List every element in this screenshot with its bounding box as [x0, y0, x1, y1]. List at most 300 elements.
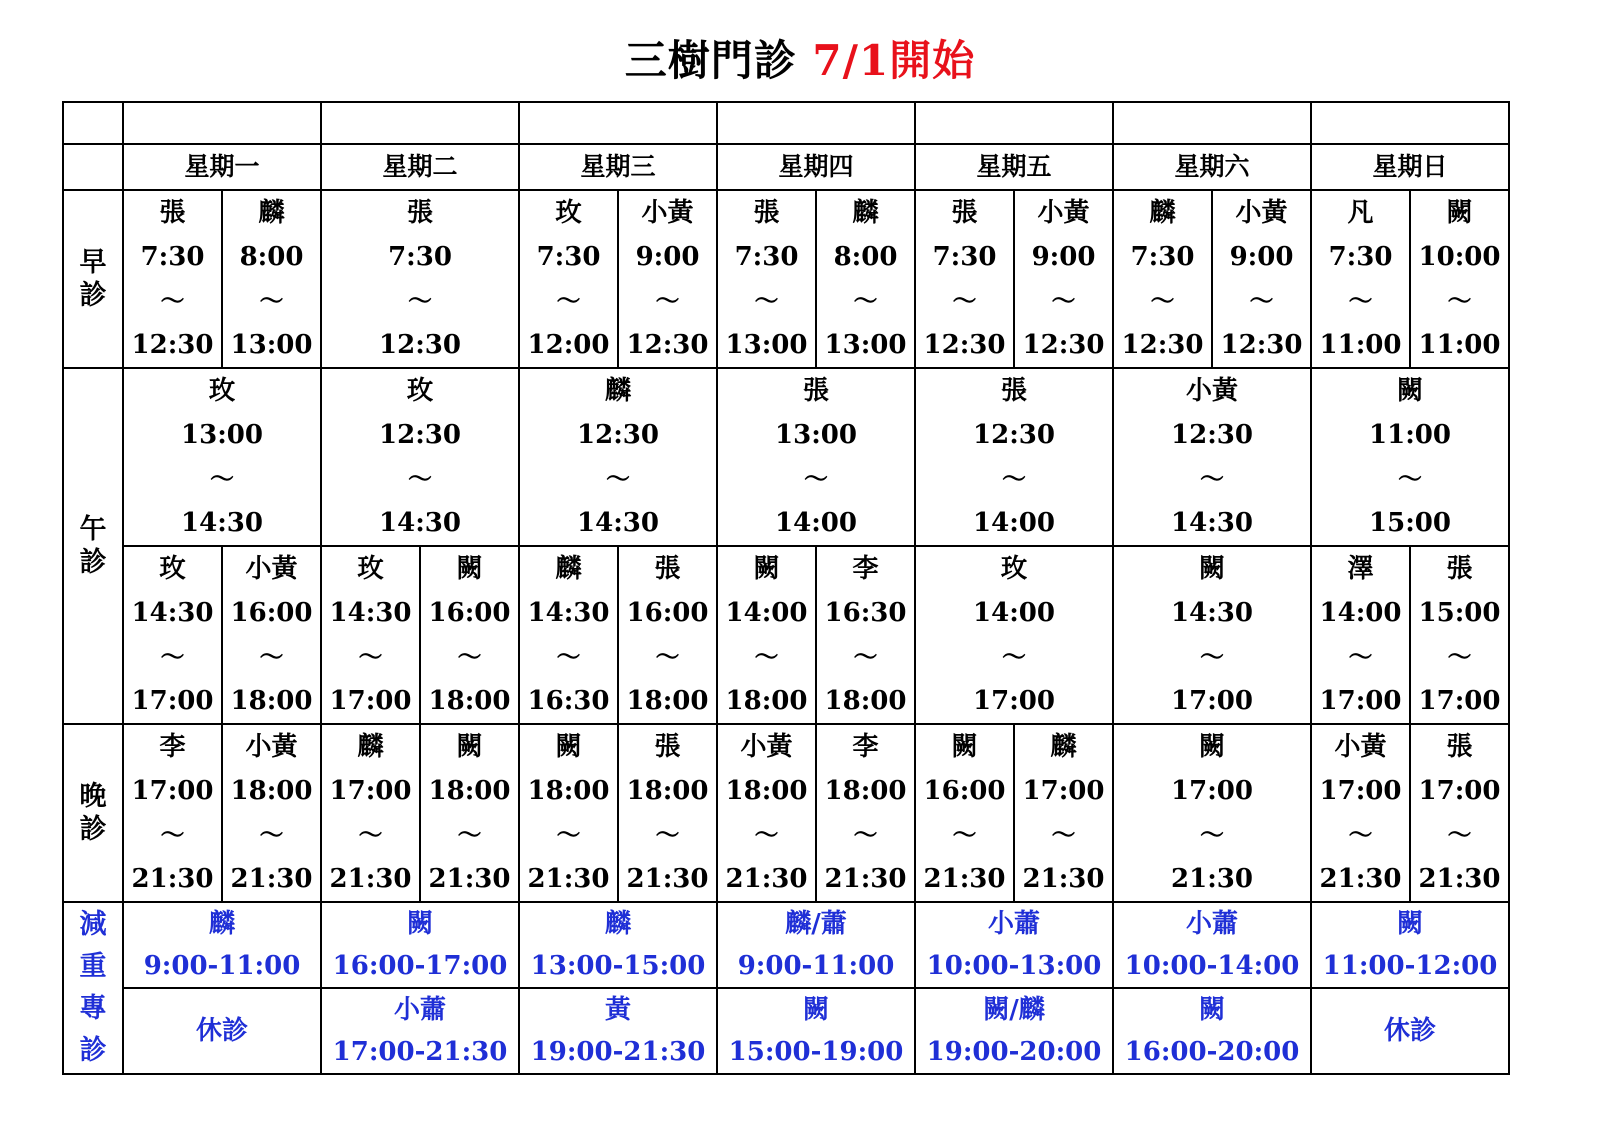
time-range: 19:00-20:00 [926, 1037, 1102, 1067]
end-time: 21:30 [428, 864, 511, 894]
morning-cell [1014, 190, 1113, 368]
doctor-name: 小蕭 [1185, 909, 1238, 939]
doctor-name: 張 [159, 198, 186, 228]
weight-clinic-cell [1113, 988, 1311, 1074]
start-time: 9:00 [1229, 242, 1294, 272]
tilde-separator: ～ [754, 642, 779, 671]
end-time: 12:30 [1022, 330, 1105, 360]
morning-cell [1311, 190, 1410, 368]
doctor-name: 小黃 [245, 554, 298, 584]
doctor-name: 張 [951, 198, 978, 228]
tilde-separator: ～ [210, 464, 234, 493]
end-time: 21:30 [626, 864, 709, 894]
morning-cell [222, 190, 321, 368]
end-time: 17:00 [1171, 686, 1253, 716]
day-header: 星期三 [519, 144, 717, 190]
doctor-name: 玫 [555, 198, 582, 228]
tilde-separator: ～ [358, 820, 383, 849]
tilde-separator: ～ [259, 642, 284, 671]
end-time: 21:30 [725, 864, 808, 894]
weight-clinic-cell [1311, 902, 1509, 988]
start-time: 13:00 [775, 420, 857, 450]
doctor-name: 闕 [456, 554, 483, 584]
start-time: 18:00 [824, 776, 907, 806]
start-time: 8:00 [239, 242, 304, 272]
start-time: 12:30 [1171, 420, 1253, 450]
day-header: 星期一 [123, 144, 321, 190]
start-time: 7:30 [140, 242, 205, 272]
start-time: 9:00 [635, 242, 700, 272]
start-time: 10:00 [1418, 242, 1501, 272]
doctor-name: 麟 [604, 909, 631, 939]
tilde-separator: ～ [408, 464, 432, 493]
doctor-name: 小黃 [1334, 732, 1387, 762]
tilde-separator: ～ [655, 286, 680, 315]
start-time: 7:30 [388, 242, 452, 272]
time-range: 9:00-11:00 [737, 951, 895, 981]
morning-cell [123, 190, 222, 368]
doctor-name: 玫 [1000, 554, 1027, 584]
afternoon-cell [1410, 546, 1509, 724]
doctor-name: 張 [654, 554, 681, 584]
tilde-separator: ～ [160, 820, 185, 849]
evening-cell [222, 724, 321, 902]
tilde-separator: ～ [408, 286, 432, 315]
start-time: 12:30 [379, 420, 461, 450]
evening-cell [1014, 724, 1113, 902]
end-time: 14:00 [973, 508, 1055, 538]
tilde-separator: ～ [655, 642, 680, 671]
doctor-name: 張 [1446, 732, 1473, 762]
morning-cell [618, 190, 717, 368]
end-time: 17:00 [131, 686, 214, 716]
end-time: 15:00 [1369, 508, 1451, 538]
start-time: 12:30 [973, 420, 1055, 450]
end-time: 12:30 [626, 330, 709, 360]
evening-cell [1311, 724, 1410, 902]
afternoon-cell [717, 368, 915, 546]
title-start-date: 7/1開始 [812, 36, 976, 85]
start-time: 7:30 [1328, 242, 1393, 272]
afternoon-cell [816, 546, 915, 724]
start-time: 7:30 [932, 242, 997, 272]
start-time: 17:00 [1418, 776, 1501, 806]
morning-cell [717, 190, 816, 368]
start-time: 17:00 [1022, 776, 1105, 806]
period-char: 專 [79, 993, 107, 1024]
tilde-separator: ～ [1348, 642, 1373, 671]
doctor-name: 玫 [406, 376, 433, 406]
tilde-separator: ～ [1051, 820, 1076, 849]
afternoon-cell [519, 368, 717, 546]
page-title [0, 30, 1600, 92]
doctor-name: 小黃 [740, 732, 793, 762]
weight-clinic-cell [1113, 902, 1311, 988]
doctor-name: 小黃 [245, 732, 298, 762]
doctor-name: 闕 [456, 732, 483, 762]
evening-cell [420, 724, 519, 902]
doctor-name: 麟 [357, 732, 384, 762]
start-time: 9:00 [1031, 242, 1096, 272]
doctor-name: 張 [1000, 376, 1027, 406]
morning-row [63, 190, 1509, 368]
evening-cell [1410, 724, 1509, 902]
doctor-name: 澤 [1347, 554, 1374, 584]
end-time: 11:00 [1319, 330, 1402, 360]
tilde-separator: ～ [952, 820, 977, 849]
afternoon-cell [717, 546, 816, 724]
end-time: 13:00 [824, 330, 907, 360]
doctor-name: 闕 [753, 554, 780, 584]
time-range: 11:00-12:00 [1322, 951, 1498, 981]
doctor-name: 小黃 [1037, 198, 1090, 228]
afternoon-cell [321, 368, 519, 546]
evening-cell [717, 724, 816, 902]
end-time: 21:30 [527, 864, 610, 894]
doctor-name: 玫 [357, 554, 384, 584]
period-label-evening [63, 724, 123, 902]
period-char: 重 [79, 951, 107, 982]
evening-cell [519, 724, 618, 902]
tilde-separator: ～ [457, 820, 482, 849]
start-time: 18:00 [230, 776, 313, 806]
tilde-separator: ～ [1051, 286, 1076, 315]
evening-cell [618, 724, 717, 902]
end-time: 14:30 [181, 508, 263, 538]
afternoon-cell [321, 546, 420, 724]
end-time: 16:30 [527, 686, 610, 716]
end-time: 12:30 [131, 330, 214, 360]
end-time: 12:30 [923, 330, 1006, 360]
end-time: 11:00 [1418, 330, 1501, 360]
doctor-name: 張 [654, 732, 681, 762]
tilde-separator: ～ [1348, 286, 1373, 315]
afternoon-cell [123, 368, 321, 546]
end-time: 18:00 [725, 686, 808, 716]
doctor-name: 闕 [1198, 995, 1225, 1025]
end-time: 21:30 [1319, 864, 1402, 894]
tilde-separator: ～ [606, 464, 630, 493]
tilde-separator: ～ [160, 286, 185, 315]
tilde-separator: ～ [754, 286, 779, 315]
tilde-separator: ～ [754, 820, 779, 849]
tilde-separator: ～ [1348, 820, 1373, 849]
time-range: 13:00-15:00 [530, 951, 706, 981]
doctor-name: 麟 [852, 198, 879, 228]
end-time: 13:00 [230, 330, 313, 360]
end-time: 12:30 [1121, 330, 1204, 360]
tilde-separator: ～ [655, 820, 680, 849]
afternoon-cell [222, 546, 321, 724]
weight-clinic-cell [915, 902, 1113, 988]
doctor-name: 闕 [1446, 198, 1473, 228]
end-time: 21:30 [923, 864, 1006, 894]
doctor-name: 休診 [195, 1016, 248, 1046]
period-label-weight-clinic [63, 902, 123, 1074]
start-time: 8:00 [833, 242, 898, 272]
start-time: 14:00 [1319, 598, 1402, 628]
time-range: 15:00-19:00 [728, 1037, 904, 1067]
doctor-name: 闕 [1396, 909, 1423, 939]
doctor-name: 麟 [1149, 198, 1176, 228]
end-time: 12:30 [379, 330, 461, 360]
tilde-separator: ～ [804, 464, 828, 493]
afternoon-row-2 [63, 546, 1509, 724]
weight-clinic-row-2 [63, 988, 1509, 1074]
afternoon-cell [618, 546, 717, 724]
time-range: 16:00-20:00 [1124, 1037, 1300, 1067]
tilde-separator: ～ [1447, 286, 1472, 315]
doctor-name: 小黃 [1185, 376, 1238, 406]
afternoon-cell [519, 546, 618, 724]
start-time: 14:00 [725, 598, 808, 628]
time-range: 19:00-21:30 [530, 1037, 706, 1067]
afternoon-cell [1113, 546, 1311, 724]
doctor-name: 張 [1446, 554, 1473, 584]
start-time: 7:30 [734, 242, 799, 272]
end-time: 21:30 [1022, 864, 1105, 894]
period-char: 診 [79, 280, 107, 311]
day-header: 星期二 [321, 144, 519, 190]
doctor-name: 闕 [951, 732, 978, 762]
doctor-name: 闕 [1198, 554, 1225, 584]
blank-cell [321, 102, 519, 144]
start-time: 14:30 [131, 598, 214, 628]
tilde-separator: ～ [556, 642, 581, 671]
afternoon-cell [1113, 368, 1311, 546]
doctor-name: 李 [852, 554, 879, 584]
weight-clinic-cell [123, 902, 321, 988]
afternoon-row-1 [63, 368, 1509, 546]
end-time: 14:30 [1171, 508, 1253, 538]
day-header: 星期日 [1311, 144, 1509, 190]
doctor-name: 麟 [258, 198, 285, 228]
end-time: 21:30 [230, 864, 313, 894]
evening-row [63, 724, 1509, 902]
day-header-row [63, 144, 1509, 190]
blank-cell [1113, 102, 1311, 144]
start-time: 14:30 [1171, 598, 1253, 628]
evening-cell [816, 724, 915, 902]
start-time: 14:30 [527, 598, 610, 628]
start-time: 16:00 [428, 598, 511, 628]
tilde-separator: ～ [853, 820, 878, 849]
blank-cell [717, 102, 915, 144]
tilde-separator: ～ [259, 820, 284, 849]
header-blank-row [63, 102, 1509, 144]
doctor-name: 麟 [555, 554, 582, 584]
doctor-name: 小黃 [1235, 198, 1288, 228]
doctor-name: 闕 [406, 909, 433, 939]
corner-cell [63, 144, 123, 190]
time-range: 9:00-11:00 [143, 951, 301, 981]
start-time: 16:30 [824, 598, 907, 628]
title-main: 三樹門診 [624, 36, 813, 85]
afternoon-cell [915, 368, 1113, 546]
afternoon-cell [1311, 368, 1509, 546]
doctor-name: 闕 [1396, 376, 1423, 406]
end-time: 18:00 [626, 686, 709, 716]
period-char: 診 [79, 547, 107, 578]
doctor-name: 麟 [208, 909, 235, 939]
time-range: 16:00-17:00 [332, 951, 508, 981]
period-char: 診 [79, 814, 107, 845]
doctor-name: 闕/麟 [983, 995, 1045, 1025]
doctor-name: 休診 [1383, 1016, 1436, 1046]
morning-cell [915, 190, 1014, 368]
weight-clinic-cell [321, 988, 519, 1074]
period-label-afternoon [63, 368, 123, 724]
weight-clinic-row-1 [63, 902, 1509, 988]
doctor-name: 小蕭 [393, 995, 446, 1025]
evening-cell [915, 724, 1014, 902]
weight-clinic-cell [717, 902, 915, 988]
tilde-separator: ～ [1249, 286, 1274, 315]
corner-cell [63, 102, 123, 144]
period-char: 減 [79, 909, 107, 940]
end-time: 21:30 [329, 864, 412, 894]
tilde-separator: ～ [556, 820, 581, 849]
tilde-separator: ～ [556, 286, 581, 315]
end-time: 17:00 [1418, 686, 1501, 716]
tilde-separator: ～ [1002, 642, 1026, 671]
start-time: 16:00 [626, 598, 709, 628]
end-time: 12:30 [1220, 330, 1303, 360]
evening-cell [1113, 724, 1311, 902]
start-time: 13:00 [181, 420, 263, 450]
weight-clinic-cell [717, 988, 915, 1074]
end-time: 21:30 [824, 864, 907, 894]
end-time: 21:30 [1171, 864, 1253, 894]
start-time: 17:00 [329, 776, 412, 806]
doctor-name: 玫 [159, 554, 186, 584]
start-time: 15:00 [1418, 598, 1501, 628]
end-time: 17:00 [329, 686, 412, 716]
doctor-name: 張 [753, 198, 780, 228]
weight-clinic-cell [1311, 988, 1509, 1074]
end-time: 12:00 [527, 330, 610, 360]
tilde-separator: ～ [1200, 820, 1224, 849]
start-time: 18:00 [725, 776, 808, 806]
tilde-separator: ～ [952, 286, 977, 315]
morning-cell [816, 190, 915, 368]
time-range: 10:00-14:00 [1124, 951, 1300, 981]
start-time: 16:00 [230, 598, 313, 628]
period-label-morning [63, 190, 123, 368]
doctor-name: 李 [852, 732, 879, 762]
tilde-separator: ～ [259, 286, 284, 315]
tilde-separator: ～ [358, 642, 383, 671]
tilde-separator: ～ [1200, 464, 1224, 493]
end-time: 17:00 [973, 686, 1055, 716]
start-time: 7:30 [1130, 242, 1195, 272]
weight-clinic-cell [519, 902, 717, 988]
weight-clinic-cell [123, 988, 321, 1074]
start-time: 14:00 [973, 598, 1055, 628]
afternoon-cell [420, 546, 519, 724]
period-char: 晚 [79, 781, 107, 812]
start-time: 18:00 [428, 776, 511, 806]
morning-cell [519, 190, 618, 368]
start-time: 16:00 [923, 776, 1006, 806]
start-time: 17:00 [1319, 776, 1402, 806]
doctor-name: 闕 [555, 732, 582, 762]
doctor-name: 小黃 [641, 198, 694, 228]
tilde-separator: ～ [1447, 642, 1472, 671]
blank-cell [1311, 102, 1509, 144]
morning-cell [321, 190, 519, 368]
blank-cell [519, 102, 717, 144]
morning-cell [1212, 190, 1311, 368]
period-char: 午 [79, 514, 107, 545]
end-time: 18:00 [824, 686, 907, 716]
afternoon-cell [1311, 546, 1410, 724]
start-time: 17:00 [131, 776, 214, 806]
end-time: 14:30 [379, 508, 461, 538]
afternoon-cell [915, 546, 1113, 724]
tilde-separator: ～ [160, 642, 185, 671]
doctor-name: 張 [802, 376, 829, 406]
tilde-separator: ～ [1150, 286, 1175, 315]
end-time: 13:00 [725, 330, 808, 360]
period-char: 早 [79, 247, 107, 278]
doctor-name: 李 [159, 732, 186, 762]
clinic-schedule-table [62, 101, 1510, 1075]
start-time: 7:30 [536, 242, 601, 272]
afternoon-cell [123, 546, 222, 724]
doctor-name: 凡 [1347, 198, 1374, 228]
weight-clinic-cell [915, 988, 1113, 1074]
weight-clinic-cell [321, 902, 519, 988]
morning-cell [1410, 190, 1509, 368]
start-time: 18:00 [626, 776, 709, 806]
start-time: 14:30 [329, 598, 412, 628]
start-time: 11:00 [1369, 420, 1451, 450]
tilde-separator: ～ [853, 286, 878, 315]
end-time: 14:30 [577, 508, 659, 538]
blank-cell [915, 102, 1113, 144]
evening-cell [321, 724, 420, 902]
tilde-separator: ～ [1200, 642, 1224, 671]
day-header: 星期六 [1113, 144, 1311, 190]
period-char: 診 [79, 1035, 107, 1066]
time-range: 17:00-21:30 [332, 1037, 508, 1067]
doctor-name: 闕 [802, 995, 829, 1025]
blank-cell [123, 102, 321, 144]
end-time: 18:00 [230, 686, 313, 716]
tilde-separator: ～ [1002, 464, 1026, 493]
tilde-separator: ～ [1447, 820, 1472, 849]
time-range: 10:00-13:00 [926, 951, 1102, 981]
end-time: 14:00 [775, 508, 857, 538]
evening-cell [123, 724, 222, 902]
doctor-name: 黃 [604, 995, 631, 1025]
tilde-separator: ～ [853, 642, 878, 671]
end-time: 21:30 [1418, 864, 1501, 894]
start-time: 17:00 [1171, 776, 1253, 806]
day-header: 星期五 [915, 144, 1113, 190]
weight-clinic-cell [519, 988, 717, 1074]
doctor-name: 張 [406, 198, 433, 228]
end-time: 18:00 [428, 686, 511, 716]
doctor-name: 麟/蕭 [785, 909, 847, 939]
doctor-name: 小蕭 [987, 909, 1040, 939]
tilde-separator: ～ [457, 642, 482, 671]
doctor-name: 麟 [604, 376, 631, 406]
tilde-separator: ～ [1398, 464, 1422, 493]
doctor-name: 玫 [208, 376, 235, 406]
doctor-name: 闕 [1198, 732, 1225, 762]
